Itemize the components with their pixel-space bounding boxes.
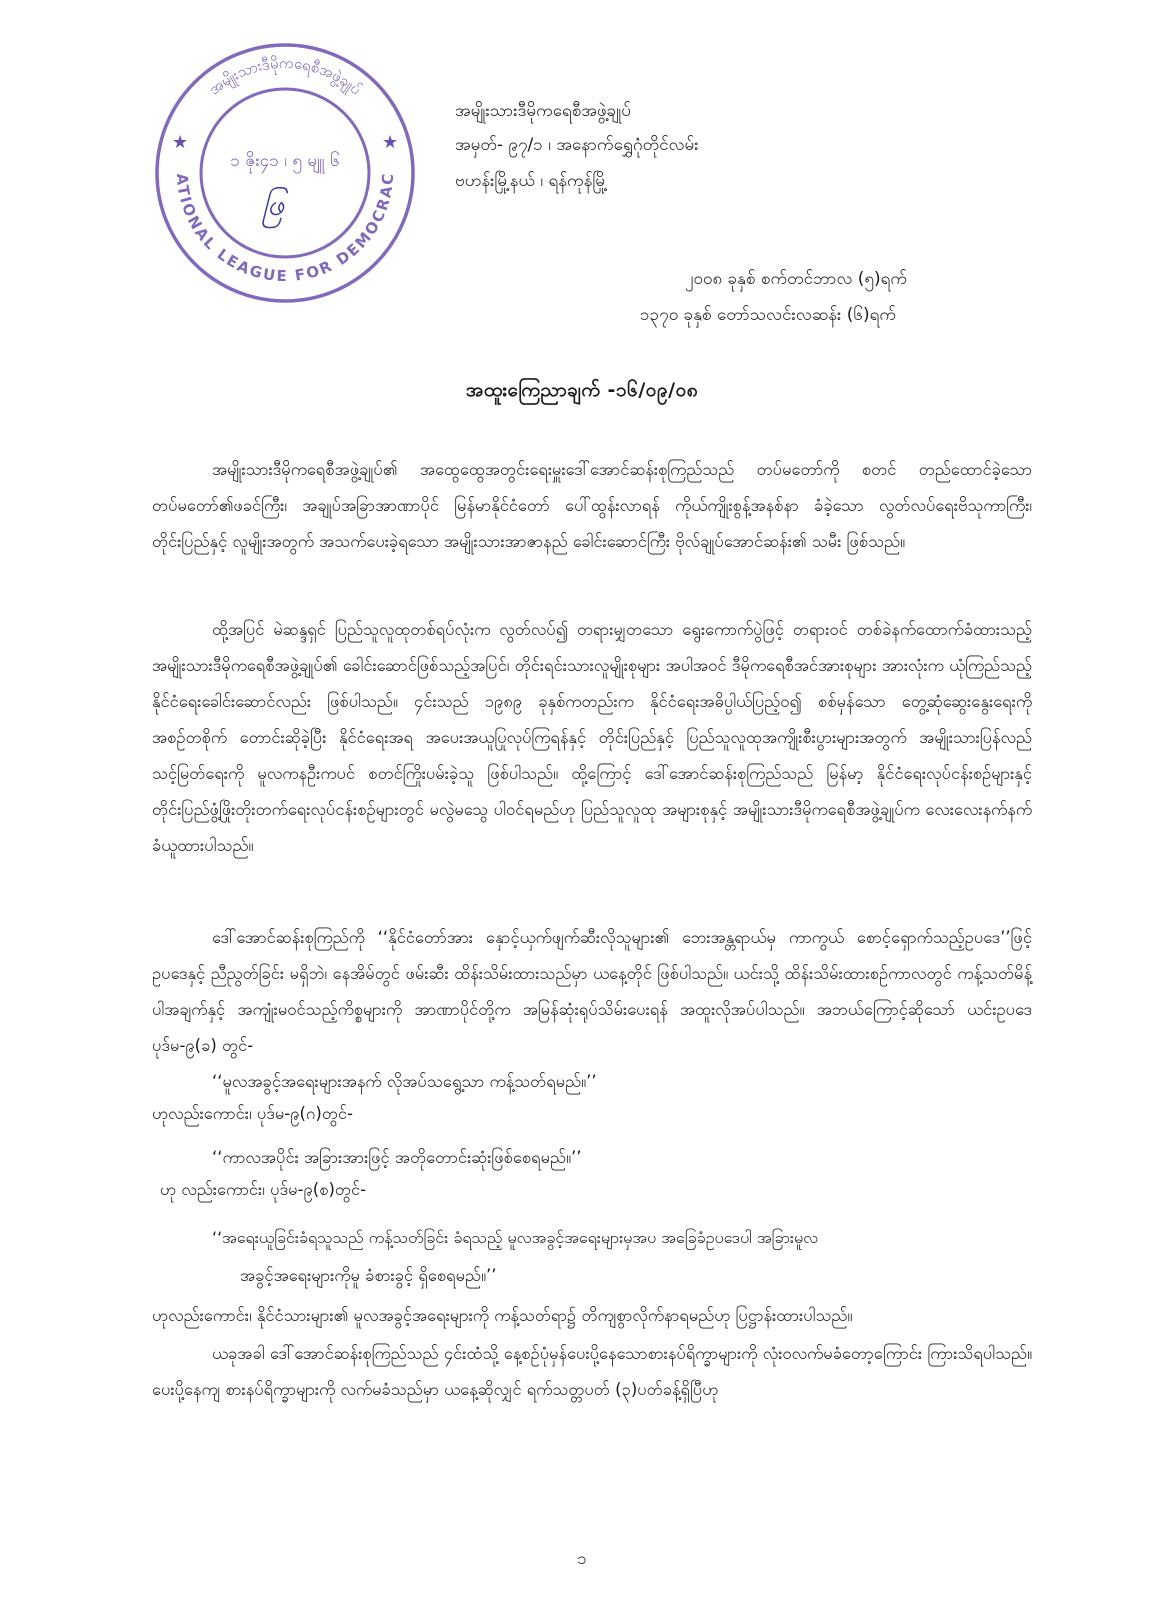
announcement-title: အထူးကြေညာချက် -၁၆/၀၉/၀၈ bbox=[465, 379, 699, 401]
township-line: ဗဟန်းမြို့နယ် ၊ ရန်ကုန်မြို့ bbox=[455, 171, 608, 191]
date-myanmar: ၁၃၇၀ ခုနှစ် တော်သလင်းလဆန်း (၆)ရက် bbox=[640, 305, 896, 325]
quote-3-line-1: ‘‘အရေးယူခြင်းခံရသူသည် ကန့်သတ်ခြင်း ခံရသည့် မူလအခွင့်အရေးများမှအပ အခြေခံဥပဒေပါ အခြားမူလ bbox=[212, 1228, 819, 1247]
quote-3-line-2: အခွင့်အရေးများကိုမူ ခံစားခွင့် ရှိစေရမည်။’’ bbox=[240, 1266, 497, 1285]
signature-mark: ဖြ bbox=[262, 188, 285, 223]
seal-icon bbox=[150, 38, 420, 308]
org-name: အမျိုးသားဒီမိုကရေစီအဖွဲ့ချုပ် bbox=[455, 101, 631, 121]
paragraph-2: ထို့အပြင် မဲဆန္ဒရှင် ပြည်သူလူထုတစ်ရပ်လုံးက လွတ်လပ်၍ တရားမျှတသော ရွေးကောက်ပွဲဖြင့် တရားဝင် တစ်ခဲနက်ထောက်ခံထားသည့် အမျိုးသားဒီမိုကရေစီအဖွဲ့ချုပ်၏ ခေါင်းဆောင်ဖြစ်သည့်အပြင်၊ တိုင်းရင်းသားလူမျိုးစုများ အပါအဝင် ဒီမိုကရေစီအင်အားစုများ အားလုံးက ယုံကြည်သည့် နိုင်ငံရေးခေါင်းဆောင်လည်း ဖြစ်ပါသည်။ ၄င်းသည် ၁၉၈၉ ခုနှစ်ကတည်းက နိုင်ငံရေးအဓိပ္ပါယ်ပြည့်ဝ၍ စစ်မှန်သော တွေ့ဆုံဆွေးနွေးရေးကို အစဉ်တစိုက် တောင်းဆိုခဲ့ပြီး နိုင်ငံရေးအရ အပေးအယူပြုလုပ်ကြရန်နှင့် တိုင်းပြည်နှင့် ပြည်သူလူထုအကျိုးစီးပွားများအတွက် အမျိုးသားပြန်လည် သင့်မြတ်ရေးကို မူလကနဦးကပင် စတင်ကြိုးပမ်းခဲ့သူ ဖြစ်ပါသည်။ ထို့ကြောင့် ဒေါ်အောင်ဆန်းစုကြည်သည် မြန်မာ့ နိုင်ငံရေးလုပ်ငန်းစဉ်များနှင့် တိုင်းပြည်ဖွံ့ဖြိုးတိုးတက်ရေးလုပ်ငန်းစဉ်များတွင် မလွဲမသွေ ပါဝင်ရမည်ဟု ပြည်သူလူထု အများစုနှင့် အမျိုးသားဒီမိုကရေစီအဖွဲ့ချုပ်က လေးလေးနက်နက် ခံယူထားပါသည်။ bbox=[152, 620, 1032, 855]
address-line: အမှတ်- ၉၇/၁ ၊ အနောက်ရွှေဂုံတိုင်လမ်း bbox=[455, 135, 699, 155]
svg-text:အမျိုးသားဒီမိုကရေစီအဖွဲ့ချုပ် bbox=[205, 54, 365, 99]
svg-text:★: ★ bbox=[382, 132, 399, 153]
seal-ring-text-en: ATIONAL LEAGUE FOR DEMOCRAC bbox=[172, 171, 398, 286]
svg-text:★: ★ bbox=[172, 132, 189, 153]
quote-1: ‘‘မူလအခွင့်အရေးများအနက် လိုအပ်သရွေ့သာ ကန့်သတ်ရမည်။’’ bbox=[212, 1072, 597, 1091]
quote-2: ‘‘ကာလအပိုင်း အခြားအားဖြင့် အတိုတောင်းဆုံးဖြစ်စေရမည်။’’ bbox=[212, 1148, 582, 1167]
paragraph-4: ဟုလည်းကောင်း၊ နိုင်ငံသားများ၏ မူလအခွင့်အရေးများကို ကန့်သတ်ရာ၌ တိကျစွာလိုက်နာရမည်ဟု ပြဋ္ဌာန်းထားပါသည်။ bbox=[152, 1306, 853, 1325]
seal-center-text: ၁ ဇိုး၄၁ ၊ ၅ မျူ ၆ bbox=[230, 151, 340, 171]
page-number: ၁ bbox=[577, 1549, 587, 1569]
seal-ring-text: အမျိုးသားဒီမိုကရေစီအဖွဲ့ချုပ် bbox=[205, 53, 365, 99]
date-gregorian: ၂၀၀၈ ခုနှစ် စက်တင်ဘာလ (၅)ရက် bbox=[685, 269, 908, 289]
nld-seal-stamp bbox=[150, 38, 420, 308]
paragraph-5: ယခုအခါ ဒေါ်အောင်ဆန်းစုကြည်သည် ၄င်းထံသို့ နေ့စဉ်ပုံမှန်ပေးပို့နေသောစားနပ်ရိက္ခာများကို လုံးဝလက်မခံတော့ကြောင်း ကြားသိရပါသည်။ ပေးပို့နေကျ စားနပ်ရိက္ခာများကို လက်မခံသည်မှာ ယနေ့ဆိုလျှင် ရက်သတ္တပတ် (၃)ပတ်ခန့်ရှိပြီဟု bbox=[152, 1344, 1032, 1399]
reference-2: ဟု လည်းကောင်း၊ ပုဒ်မ-၉(စ)တွင်- bbox=[160, 1180, 367, 1199]
reference-1: ဟုလည်းကောင်း၊ ပုဒ်မ-၉(ဂ)တွင်- bbox=[152, 1104, 353, 1123]
paragraph-3: ဒေါ်အောင်ဆန်းစုကြည်ကို ‘‘နိုင်ငံတော်အား နှောင့်ယှက်ဖျက်ဆီးလိုသူများ၏ ဘေးအန္တရာယ်မှ ကာကွယ် စောင့်ရှောက်သည့်ဥပဒေ’’ဖြင့် ဥပဒေနှင့် ညီညွတ်ခြင်း မရှိဘဲ၊ နေအိမ်တွင် ဖမ်းဆီး ထိန်းသိမ်းထားသည်မှာ ယနေ့တိုင် ဖြစ်ပါသည်။ ယင်းသို့ ထိန်းသိမ်းထားစဉ်ကာလတွင် ကန့်သတ်မိန့်ပါအချက်နှင့် အကျုံးမဝင်သည့်ကိစ္စများကို အာဏာပိုင်တို့က အမြန်ဆုံးရုပ်သိမ်းပေးရန် အထူးလိုအပ်ပါသည်။ အဘယ်ကြောင့်ဆိုသော် ယင်းဥပဒေပုဒ်မ-၉(ခ) တွင်- bbox=[152, 928, 1032, 1055]
paragraph-1: အမျိုးသားဒီမိုကရေစီအဖွဲ့ချုပ်၏ အထွေထွေအတွင်းရေးမှူးဒေါ်အောင်ဆန်းစုကြည်သည် တပ်မတော်ကို စတင် တည်ထောင်ခဲ့သော တပ်မတော်၏ဖခင်ကြီး၊ အချုပ်အခြာအာဏာပိုင် မြန်မာနိုင်ငံတော် ပေါ်ထွန်းလာရန် ကိုယ်ကျိုးစွန့်အနစ်နာ ခံခဲ့သော လွတ်လပ်ရေးဗိသုကာကြီး၊ တိုင်းပြည်နှင့် လူမျိုးအတွက် အသက်ပေးခဲ့ရသော အမျိုးသားအာဇာနည် ခေါင်းဆောင်ကြီး ဗိုလ်ချုပ်အောင်ဆန်း၏ သမီး ဖြစ်သည်။ bbox=[152, 460, 1032, 551]
